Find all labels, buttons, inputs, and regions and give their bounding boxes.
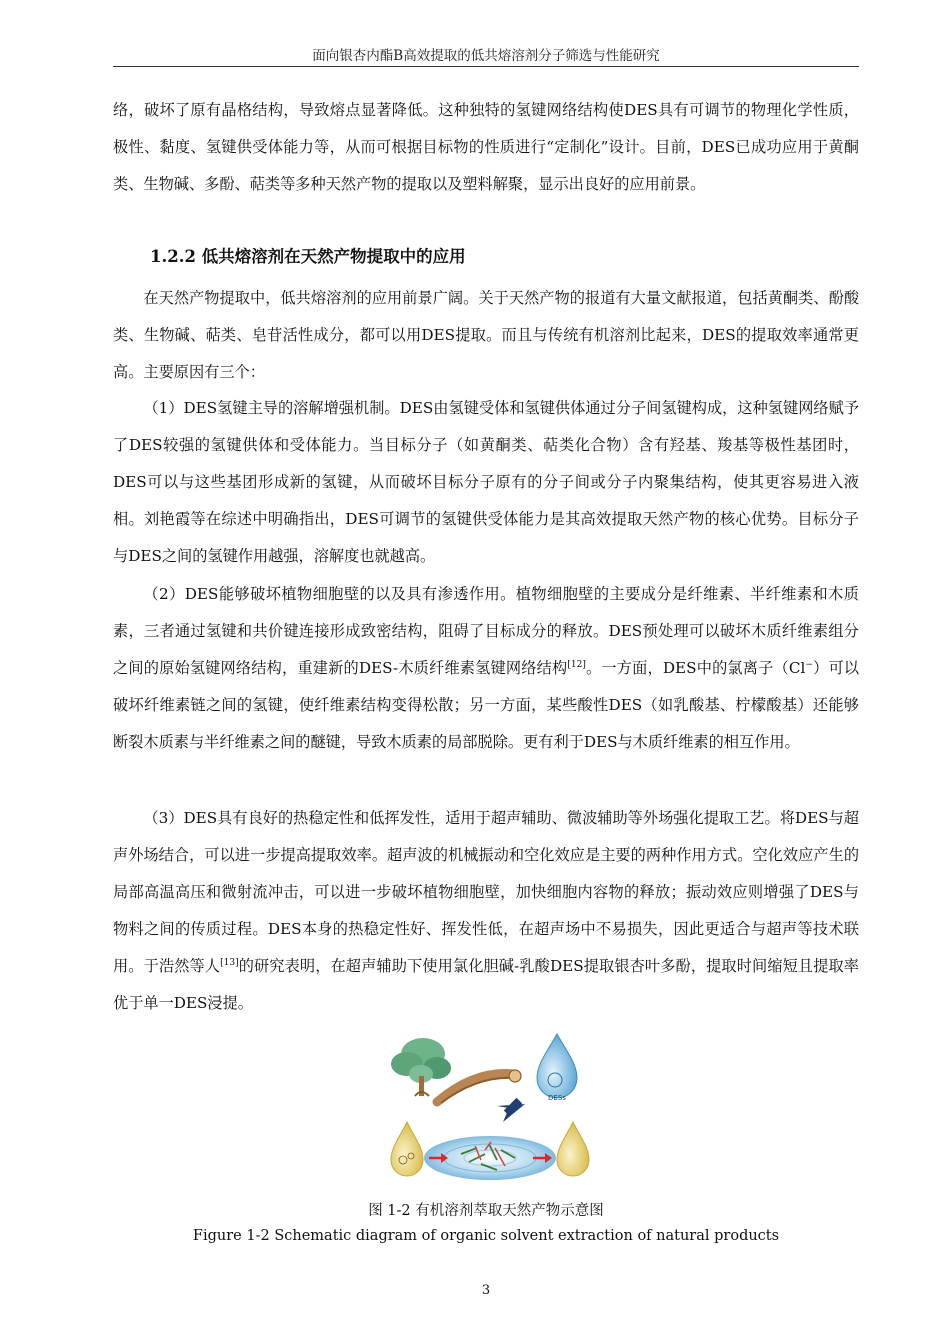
paragraph-point-2 xyxy=(113,576,859,761)
plant-illustration xyxy=(391,1038,451,1096)
paragraph-point-3 xyxy=(113,800,859,1022)
paragraph-intro: 在天然产物提取中，低共熔溶剂的应用前景广阔。关于天然产物的报道有大量文献报道，包括黄酮类、酚酸类、生物碱、萜类、皂苷活性成分，都可以用DES提取。而且与传统有机溶剂比起来，DES的提取效率通常更高。主要原因有三个： xyxy=(113,289,859,381)
figure-caption-english: Figure 1-2 Schematic diagram of organic solvent extraction of natural products xyxy=(192,1228,780,1244)
p4-text-a: （2）DES能够破坏植物细胞壁的以及具有渗透作用。植物细胞壁的主要成分是纤维素、半纤维素和木质素，三者通过氢键和共价键连接形成致密结构，阻碍了目标成分的释放。DES预处理可以破坏木质纤维素组分之间的原始氢键网络结构，重建新的DES-木质纤维素氢键网络结构 xyxy=(113,585,859,677)
superscript-minus: − xyxy=(805,659,813,670)
header-rule xyxy=(113,66,859,67)
running-header: 面向银杏内酯B高效提取的低共熔溶剂分子筛选与性能研究 xyxy=(312,48,660,64)
p4-text-b: 。一方面，DES中的氯离子（Cl xyxy=(585,659,806,677)
p4-text-c: ）可以破坏纤维素链之间的氢键，使纤维素结构变得松散；另一方面，某些酸性DES（如乳酸基、柠檬酸基）还能够断裂木质素与半纤维素之间的醚键，导致木质素的局部脱除。更有利于DES与木质纤维素的相互作用。 xyxy=(113,659,860,751)
paragraph-point-1: （1）DES氢键主导的溶解增强机制。DES由氢键受体和氢键供体通过分子间氢键构成，这种氢键网络赋予了DES较强的氢键供体和受体能力。当目标分子（如黄酮类、萜类化合物）含有羟基、羧基等极性基团时，DES可以与这些基团形成新的氢键，从而破坏目标分子原有的分子间或分子内聚集结构，使其更容易进入液相。刘艳霞等在综述中明确指出，DES可调节的氢键供受体能力是其高效提取天然产物的核心优势。目标分子与DES之间的氢键作用越强，溶解度也就越高。 xyxy=(113,399,859,565)
figure-caption-chinese: 图 1-2 有机溶剂萃取天然产物示意图 xyxy=(368,1203,604,1219)
extraction-schematic-figure xyxy=(385,1030,595,1200)
plant-stem-strand xyxy=(437,1070,521,1103)
p5-text-b: 的研究表明，在超声辅助下使用氯化胆碱-乳酸DES提取银杏叶多酚，提取时间缩短且提取率优于单一DES浸提。 xyxy=(113,957,859,1012)
citation-13: [13] xyxy=(220,957,239,968)
left-yellow-drop xyxy=(391,1122,423,1176)
page-number: 3 xyxy=(481,1283,491,1298)
p5-text-a: （3）DES具有良好的热稳定性和低挥发性，适用于超声辅助、微波辅助等外场强化提取工艺。将DES与超声外场结合，可以进一步提高提取效率。超声波的机械振动和空化效应是主要的两种作用方式。空化效应产生的局部高温高压和微射流冲击，可以进一步破坏植物细胞壁，加快细胞内容物的释放；振动效应则增强了DES与物料之间的传质过程。DES本身的热稳定性好、挥发性低，在超声场中不易损失，因此更适合与超声等技术联用。于浩然等人 xyxy=(113,809,859,975)
citation-12: [12] xyxy=(567,659,586,670)
down-arrow-icon xyxy=(497,1098,525,1122)
right-yellow-drop xyxy=(557,1122,589,1176)
section-heading: 1.2.2 低共熔溶剂在天然产物提取中的应用 xyxy=(150,247,466,266)
paragraph-continuation: 络，破坏了原有晶格结构，导致熔点显著降低。这种独特的氢键网络结构使DES具有可调节的物理化学性质，极性、黏度、氢键供受体能力等，从而可根据目标物的性质进行“定制化”设计。目前，DES已成功应用于黄酮类、生物碱、多酚、萜类等多种天然产物的提取以及塑料解聚，显示出良好的应用前景。 xyxy=(113,101,859,193)
des-solvent-drop xyxy=(537,1034,577,1102)
des-drop-label: DESs xyxy=(548,1094,566,1102)
